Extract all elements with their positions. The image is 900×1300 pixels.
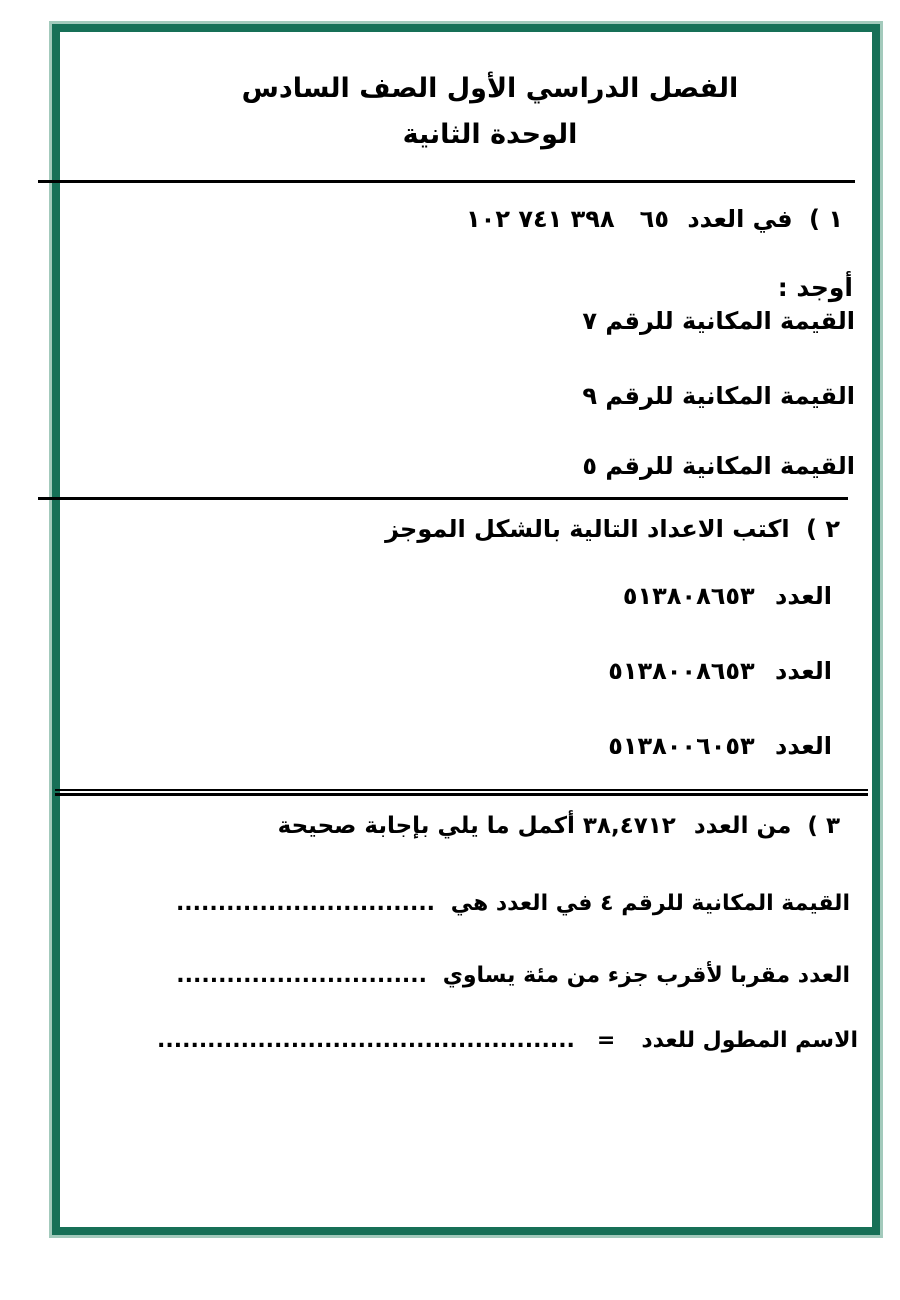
section-divider-2 <box>38 497 848 500</box>
number-row-1 <box>623 580 832 612</box>
number-row-1-label: العدد <box>775 582 832 610</box>
number-row-1-value: ٥١٣٨٠٨٦٥٣ <box>622 582 755 610</box>
question-3-header <box>278 810 840 842</box>
worksheet-title <box>80 66 900 158</box>
question-1-header <box>466 203 843 235</box>
question-3-prompt-suffix: أكمل ما يلي بإجابة صحيحة <box>277 813 575 839</box>
equals-sign: = <box>596 1028 616 1053</box>
answer-blank-1-label: القيمة المكانية للرقم ٤ في العدد هي <box>450 891 850 916</box>
question-2-header <box>385 513 840 545</box>
question-3-number: ٣ ) <box>807 813 840 839</box>
number-row-2-label: العدد <box>775 657 832 685</box>
question-2-prompt: اكتب الاعداد التالية بالشكل الموجز <box>385 515 790 543</box>
section-divider-1 <box>38 180 855 183</box>
number-row-2-value: ٥١٣٨٠٠٨٦٥٣ <box>608 657 755 685</box>
section-divider-3 <box>55 789 868 796</box>
number-row-3-label: العدد <box>775 732 832 760</box>
place-value-item-7: القيمة المكانية للرقم ٧ <box>582 307 855 335</box>
find-label: أوجد : <box>777 273 853 302</box>
question-3-prompt-prefix: من العدد <box>693 813 792 839</box>
answer-blank-place-value <box>176 888 850 920</box>
number-row-2 <box>608 655 832 687</box>
answer-blank-long-name <box>157 1025 858 1057</box>
answer-blank-1-dots: ............................... <box>175 891 436 916</box>
title-line-1: الفصل الدراسي الأول الصف السادس <box>241 73 739 104</box>
number-row-3-value: ٥١٣٨٠٠٦٠٥٣ <box>608 732 755 760</box>
answer-blank-2-dots: .............................. <box>176 963 428 988</box>
answer-blank-3-label: الاسم المطول للعدد <box>641 1028 858 1053</box>
question-2-number: ٢ ) <box>806 515 840 543</box>
place-value-item-5: القيمة المكانية للرقم ٥ <box>582 452 855 480</box>
question-1-number: ١ ) <box>809 205 843 233</box>
question-3-value: ٣٨,٤٧١٢ <box>582 813 676 839</box>
answer-blank-3-dots: .................................................. <box>157 1028 575 1053</box>
question-1-value: ٦٥ ٣٩٨ ٧٤١ ١٠٢ <box>466 205 669 233</box>
question-1-prompt: في العدد <box>687 205 793 233</box>
number-row-3 <box>608 730 832 762</box>
title-line-2: الوحدة الثانية <box>402 119 578 150</box>
answer-blank-rounding <box>176 960 850 992</box>
place-value-item-9: القيمة المكانية للرقم ٩ <box>582 382 855 410</box>
answer-blank-2-label: العدد مقربا لأقرب جزء من مئة يساوي <box>442 963 850 988</box>
